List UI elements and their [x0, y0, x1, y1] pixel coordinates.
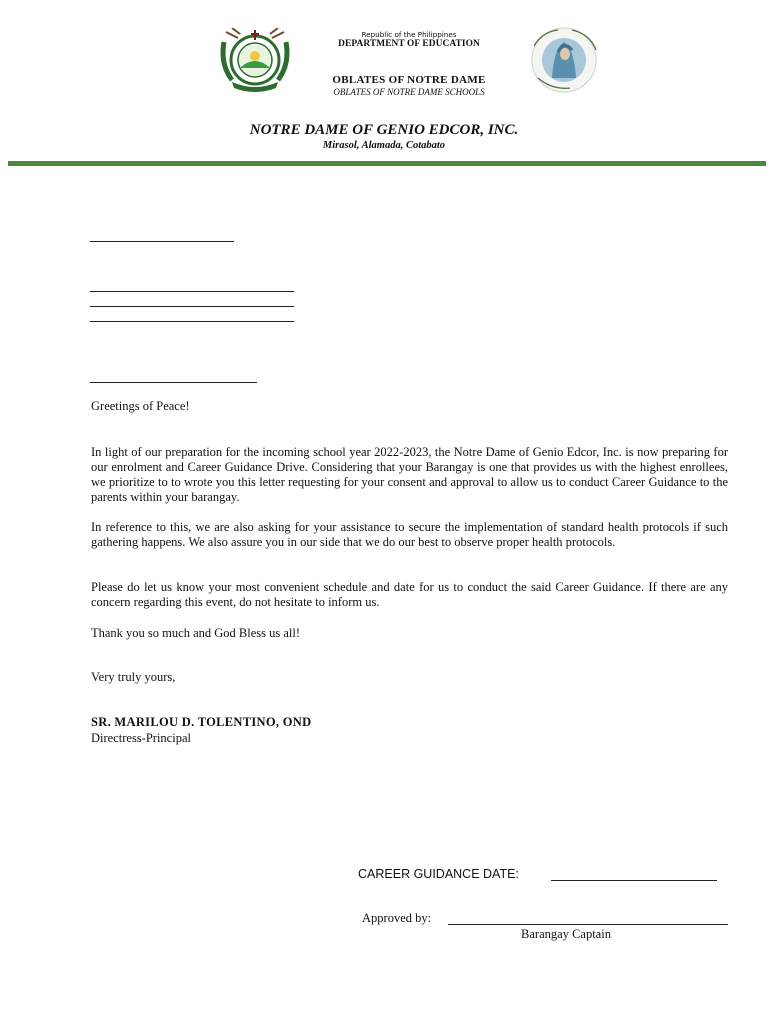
school-address: Mirasol, Alamada, Cotabato — [322, 140, 446, 151]
approved-by-signature-field[interactable] — [448, 924, 728, 925]
career-guidance-date-field[interactable] — [551, 880, 717, 881]
signatory-title: Directress-Principal — [91, 731, 191, 745]
career-guidance-date-label: CAREER GUIDANCE DATE: — [358, 867, 519, 881]
approver-title: Barangay Captain — [521, 927, 611, 941]
madonna-medallion-icon — [512, 26, 616, 94]
salutation-blank-line — [90, 382, 257, 383]
republic-line: Republic of the Philippines — [361, 30, 457, 39]
header-divider — [8, 161, 766, 166]
recipient-address-line — [90, 321, 294, 322]
closing-line: Very truly yours, — [91, 670, 176, 684]
school-name: NOTRE DAME OF GENIO EDCOR, INC. — [249, 122, 519, 138]
department-line: DEPARTMENT OF EDUCATION — [338, 39, 480, 49]
signatory-name: SR. MARILOU D. TOLENTINO, OND — [91, 715, 312, 729]
oblates-line: OBLATES OF NOTRE DAME — [332, 74, 486, 86]
recipient-address-line — [90, 306, 294, 307]
approved-by-label: Approved by: — [362, 911, 432, 925]
oblates-schools-line: OBLATES OF NOTRE DAME SCHOOLS — [333, 87, 485, 97]
recipient-address-line — [90, 291, 294, 292]
body-paragraph-1: In light of our preparation for the incoming school year 2022-2023, the Notre Dame of Genio Edcor, Inc. is now preparing for our enrolment and Career Guidance Drive. Considering that your Barangay is one that provides us with the highest enrollees, we prioritize to to wrote you this letter requesting for your consent and approval to allow us to conduct Career Guidance to the parents within your barangay. — [91, 445, 728, 504]
thanks-line: Thank you so much and God Bless us all! — [91, 626, 301, 640]
body-paragraph-2: In reference to this, we are also asking for your assistance to secure the implementation of standard health protocols if such gathering happens. We also assure you in our side that we do our best to observe proper health protocols. — [91, 520, 728, 549]
greeting: Greetings of Peace! — [91, 399, 190, 413]
date-blank-line — [90, 241, 234, 242]
school-seal-icon — [218, 28, 292, 94]
body-paragraph-3: Please do let us know your most convenient schedule and date for us to conduct the said Career Guidance. If there are any concern regarding this event, do not hesitate to inform us. — [91, 580, 728, 609]
